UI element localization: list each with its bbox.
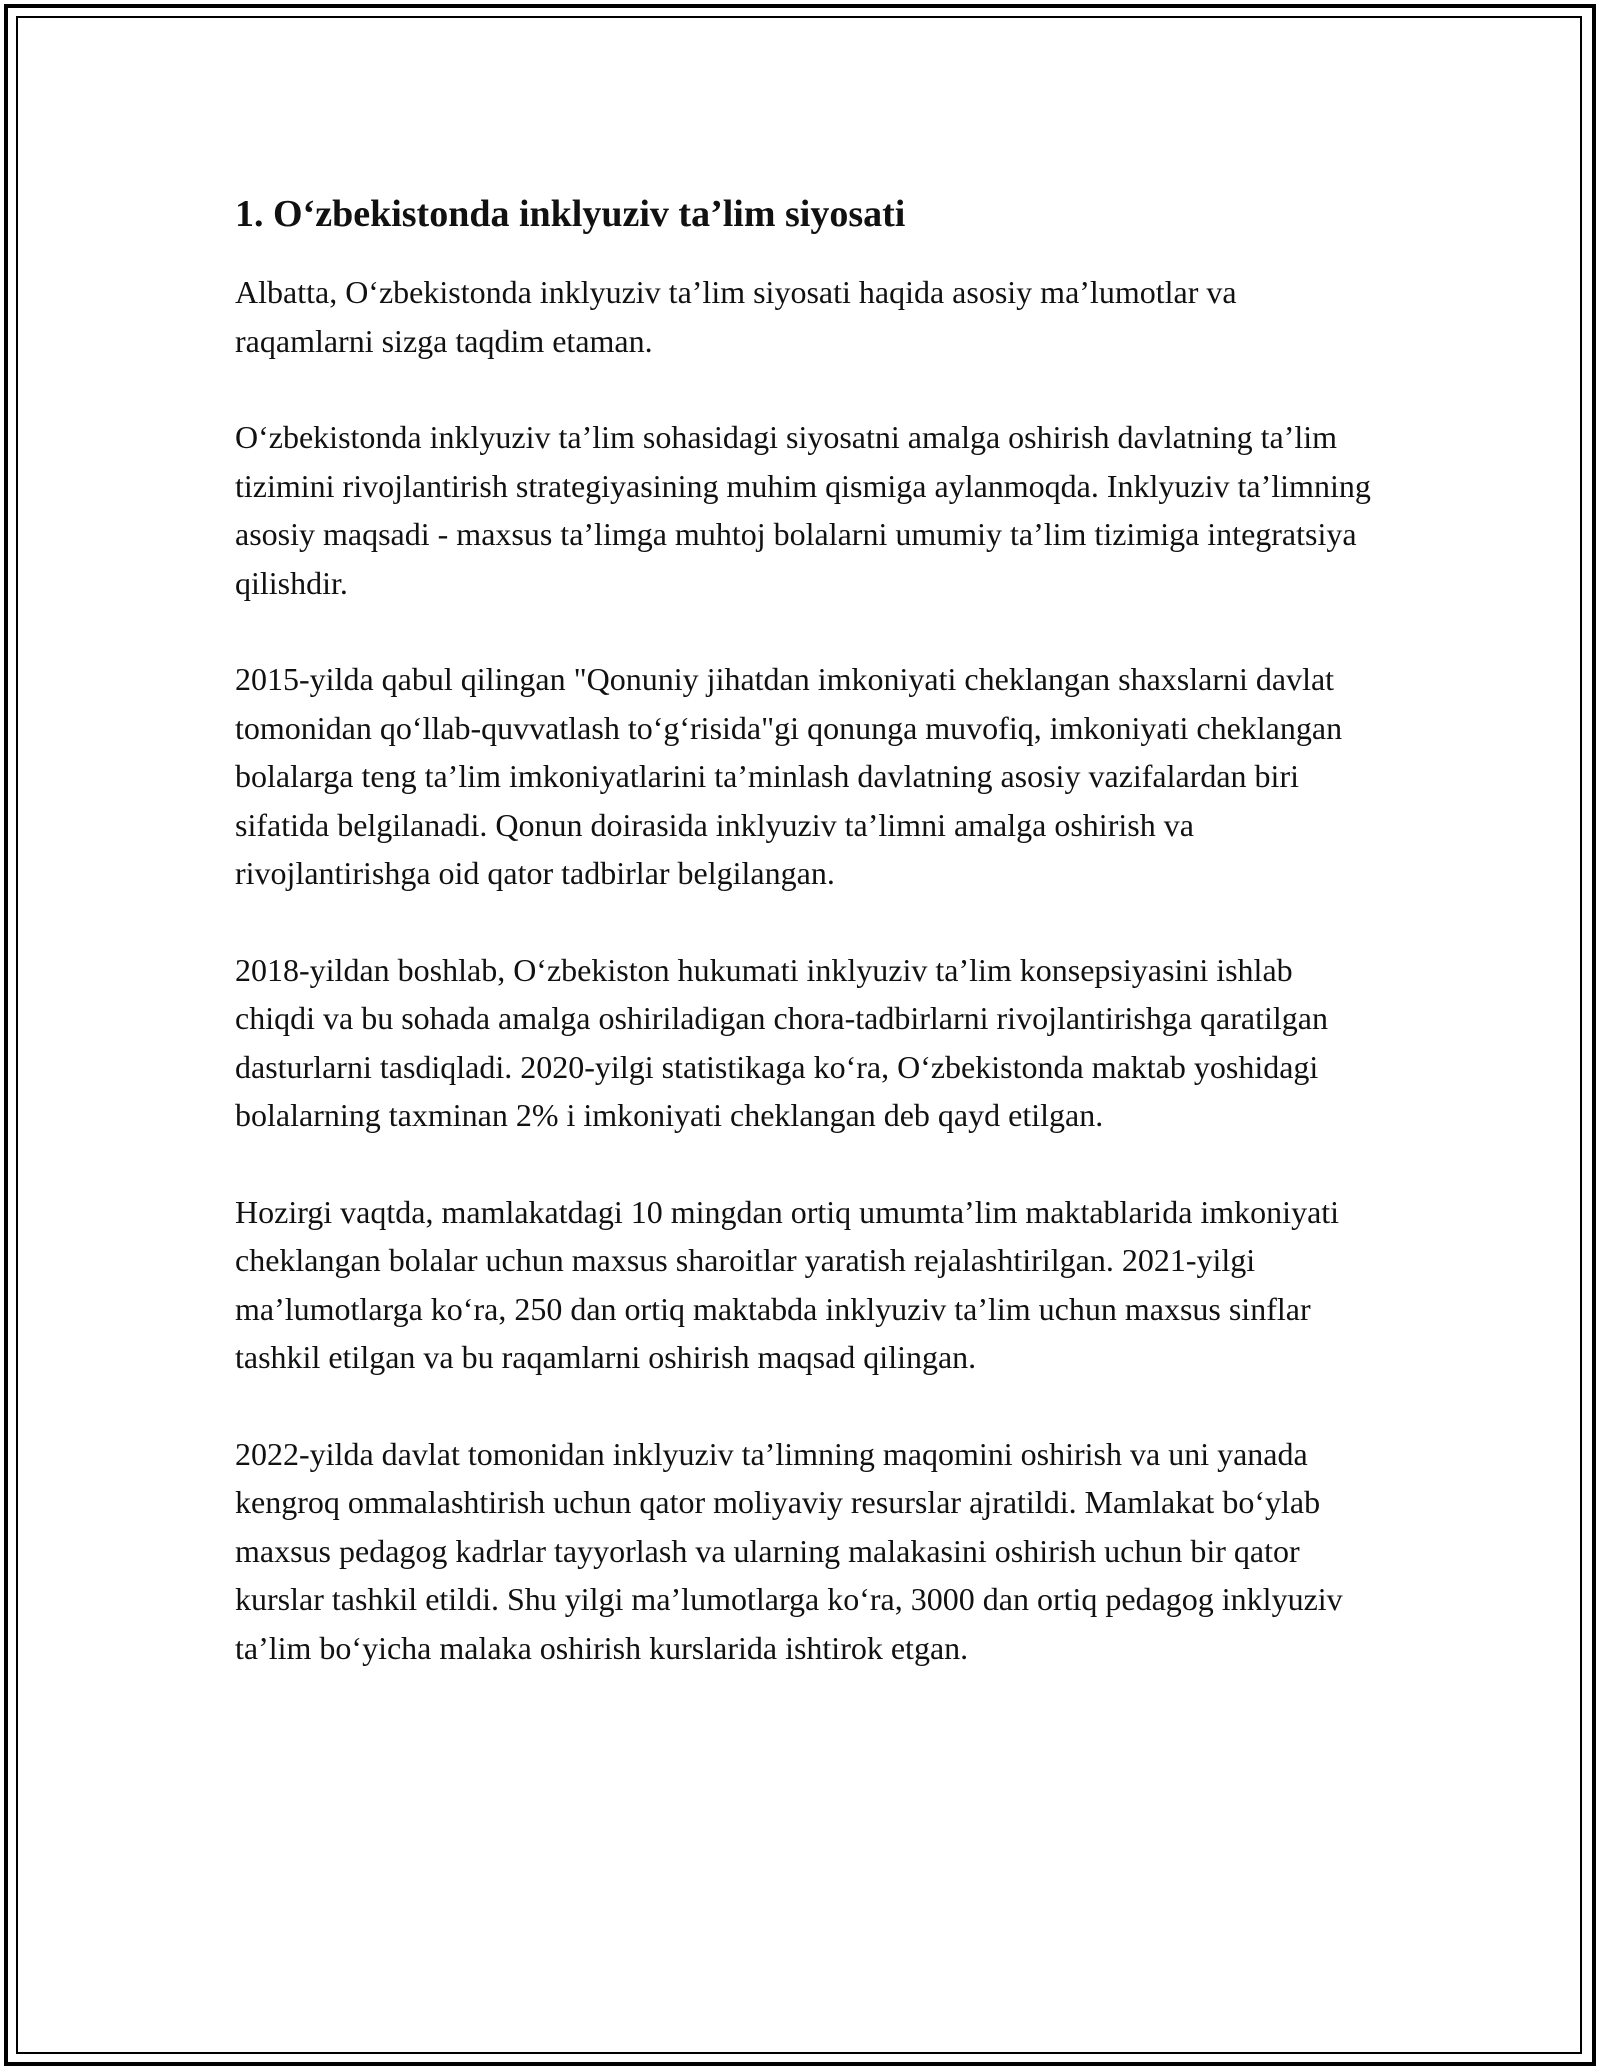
paragraph-2022-resources: 2022-yilda davlat tomonidan inklyuziv ta’limning maqomini oshirish va uni yanada kengroq ommalashtirish uchun qator moliyaviy resurslar ajratildi. Mamlakat bo‘ylab maxsus pedagog kadrlar tayyorlash va ularning malakasini oshirish uchun bir qator kurslar tashkil etildi. Shu yilgi ma’lumotlarga ko‘ra, 3000 dan ortiq pedagog inklyuziv ta’lim bo‘yicha malaka oshirish kurslarida ishtirok etgan. <box>235 1435 1343 1666</box>
paragraph-intro: Albatta, O‘zbekistonda inklyuziv ta’lim siyosati haqida asosiy ma’lumotlar va raqamlarni sizga taqdim etaman. <box>235 274 1237 359</box>
page-title: 1. O‘zbekistonda inklyuziv ta’lim siyosati <box>235 193 906 235</box>
document-body <box>235 186 1375 1720</box>
paragraph-2015-law: 2015-yilda qabul qilingan "Qonuniy jihatdan imkoniyati cheklangan shaxslarni davlat tomonidan qo‘llab-quvvatlash to‘g‘risida"gi qonunga muvofiq, imkoniyati cheklangan bolalarga teng ta’lim imkoniyatlarini ta’minlash davlatning asosiy vazifalardan biri sifatida belgilanadi. Qonun doirasida inklyuziv ta’limni amalga oshirish va rivojlantirishga oid qator tadbirlar belgilangan. <box>235 661 1343 891</box>
paragraph-policy-overview: O‘zbekistonda inklyuziv ta’lim sohasidagi siyosatni amalga oshirish davlatning ta’lim tizimini rivojlantirish strategiyasining muhim qismiga aylanmoqda. Inklyuziv ta’limning asosiy maqsadi - maxsus ta’limga muhtoj bolalarni umumiy ta’lim tizimiga integratsiya qilishdir. <box>235 419 1371 601</box>
paragraph-schools: Hozirgi vaqtda, mamlakatdagi 10 mingdan ortiq umumta’lim maktablarida imkoniyati cheklangan bolalar uchun maxsus sharoitlar yaratish rejalashtirilgan. 2021-yilgi ma’lumotlarga ko‘ra, 250 dan ortiq maktabda inklyuziv ta’lim uchun maxsus sinflar tashkil etilgan va bu raqamlarni oshirish maqsad qilingan. <box>235 1193 1340 1375</box>
paragraph-2018-concept: 2018-yildan boshlab, O‘zbekiston hukumati inklyuziv ta’lim konsepsiyasini ishlab chiqdi va bu sohada amalga oshiriladigan chora-tadbirlarni rivojlantirishga qaratilgan dasturlarni tasdiqladi. 2020-yilgi statistikaga ko‘ra, O‘zbekistonda maktab yoshidagi bolalarning taxminan 2% i imkoniyati cheklangan deb qayd etilgan. <box>235 951 1328 1133</box>
